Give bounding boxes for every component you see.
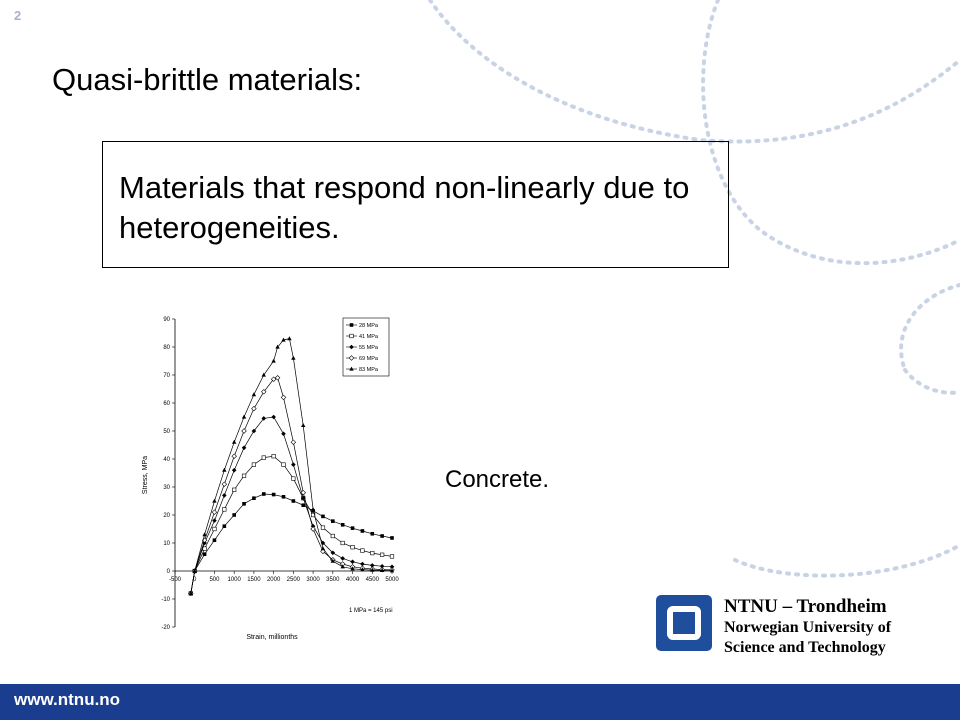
y-tick-label: 70 (163, 373, 170, 379)
x-axis-label: Strain, millionths (246, 634, 298, 641)
x-tick-label: 2000 (266, 577, 281, 583)
y-tick-label: -10 (161, 597, 170, 603)
ntnu-logo-text (724, 596, 891, 658)
data-point (213, 538, 217, 542)
data-point (341, 541, 345, 545)
x-tick-label: 5000 (385, 577, 399, 583)
series-line-69-MPa (191, 378, 392, 594)
chart-svg (130, 305, 410, 650)
data-point (390, 555, 394, 559)
unit-note: 1 MPa = 145 psi (349, 608, 393, 614)
legend-label: 83 MPa (359, 367, 378, 373)
data-point (222, 482, 227, 487)
x-tick-label: 4500 (365, 577, 379, 583)
data-point (212, 510, 217, 515)
y-tick-label: 40 (163, 457, 170, 463)
data-point (242, 474, 246, 478)
legend-label: 41 MPa (359, 334, 378, 340)
data-point (291, 356, 295, 360)
data-point (292, 499, 296, 503)
y-tick-label: 50 (163, 429, 170, 435)
y-tick-label: 10 (163, 541, 170, 547)
data-point (340, 556, 345, 561)
data-point (222, 493, 227, 498)
y-tick-label: 20 (163, 513, 170, 519)
data-point (272, 493, 276, 497)
data-point (380, 553, 384, 557)
x-tick-label: 0 (193, 577, 197, 583)
footer-bar (0, 684, 960, 720)
data-point (271, 415, 276, 420)
data-point (291, 440, 296, 445)
logo-line-3: Science and Technology (724, 639, 886, 656)
data-point (252, 463, 256, 467)
data-point (272, 454, 276, 458)
data-point (361, 529, 365, 533)
y-tick-label: -20 (161, 625, 170, 631)
legend-label: 55 MPa (359, 345, 378, 351)
y-tick-label: 30 (163, 485, 170, 491)
data-point (350, 559, 355, 564)
data-point (301, 490, 306, 495)
data-point (242, 415, 246, 419)
ntnu-logo-icon (656, 595, 712, 651)
data-point (287, 336, 291, 340)
x-tick-label: -500 (168, 577, 182, 583)
data-point (252, 392, 256, 396)
data-point (232, 454, 237, 459)
data-point (292, 477, 296, 481)
data-point (232, 488, 236, 492)
data-point (321, 526, 325, 530)
data-point (252, 496, 256, 500)
data-point (390, 536, 394, 540)
data-point (331, 534, 335, 538)
data-point (321, 515, 325, 519)
legend-label: 69 MPa (359, 356, 378, 362)
data-point (252, 406, 257, 411)
data-point (213, 527, 217, 531)
data-point (242, 502, 246, 506)
logo-line-1: NTNU – Trondheim (724, 596, 887, 617)
slide-number: 2 (14, 8, 22, 23)
x-tick-label: 1000 (227, 577, 241, 583)
definition-text: Materials that respond non-linearly due to heterogeneities. (119, 170, 690, 245)
data-point (242, 429, 247, 434)
x-tick-label: 2500 (286, 577, 301, 583)
footer-url-link[interactable]: www.ntnu.no (14, 690, 121, 709)
data-point (203, 552, 207, 556)
data-point (331, 519, 335, 523)
series-line-83-MPa (191, 339, 392, 594)
data-point (282, 495, 286, 499)
data-point (282, 463, 286, 467)
data-point (350, 334, 354, 338)
logo-line-2: Norwegian University of (724, 619, 892, 636)
data-point (281, 432, 286, 437)
data-point (301, 503, 305, 507)
y-tick-label: 60 (163, 401, 170, 407)
data-point (242, 446, 247, 451)
data-point (271, 359, 275, 363)
definition-box (102, 141, 729, 268)
x-tick-label: 3000 (306, 577, 320, 583)
y-tick-label: 90 (163, 317, 170, 323)
x-tick-label: 3500 (326, 577, 340, 583)
stress-strain-chart (130, 305, 410, 650)
data-point (212, 518, 217, 523)
data-point (380, 534, 384, 538)
data-point (361, 549, 365, 553)
data-point (212, 499, 216, 503)
y-axis-label: Stress, MPa (142, 455, 149, 495)
caption-concrete: Concrete. (445, 466, 550, 493)
data-point (223, 508, 227, 512)
data-point (370, 532, 374, 536)
slide-title: Quasi-brittle materials: (52, 62, 363, 97)
logo-ring (667, 606, 701, 640)
x-tick-label: 4000 (345, 577, 360, 583)
data-point (232, 468, 237, 473)
data-point (370, 551, 374, 555)
y-tick-label: 0 (166, 569, 170, 575)
data-point (281, 395, 286, 400)
data-point (341, 523, 345, 527)
x-tick-label: 1500 (247, 577, 261, 583)
data-point (351, 526, 355, 530)
data-point (232, 513, 236, 517)
x-tick-label: 500 (209, 577, 220, 583)
y-tick-label: 80 (163, 345, 170, 351)
data-point (232, 440, 236, 444)
data-point (202, 532, 206, 536)
data-point (223, 524, 227, 528)
data-point (222, 468, 226, 472)
data-point (311, 527, 316, 532)
data-point (351, 545, 355, 549)
data-point (301, 423, 305, 427)
legend-label: 28 MPa (359, 323, 378, 329)
data-point (262, 456, 266, 460)
data-point (350, 323, 354, 327)
data-point (262, 492, 266, 496)
data-point (291, 462, 296, 467)
